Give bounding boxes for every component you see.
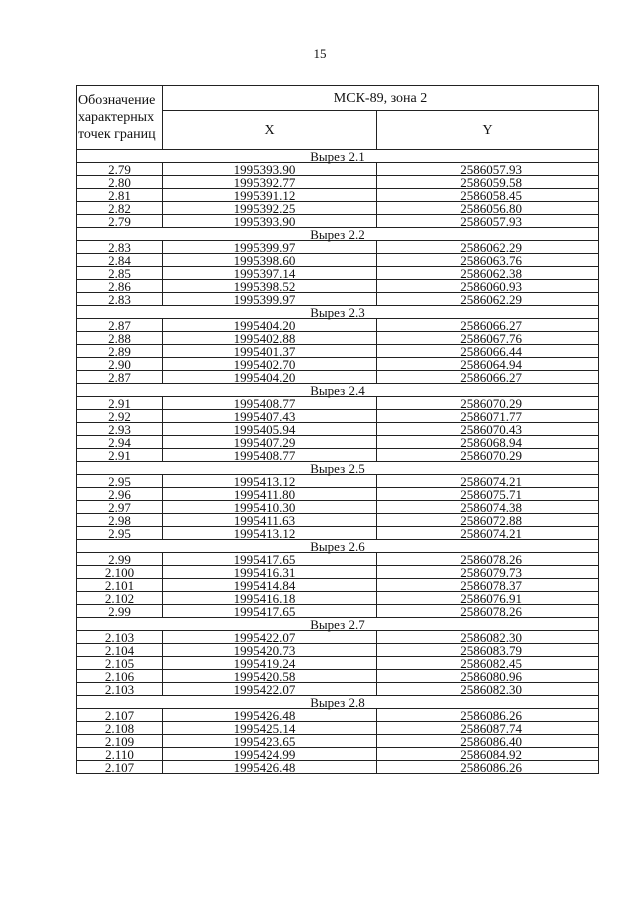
y-coordinate-cell: 2586059.58 [377, 176, 599, 189]
table-row [77, 709, 599, 722]
x-coordinate-cell: 1995413.12 [163, 527, 377, 540]
table-row [77, 670, 599, 683]
y-coordinate-cell: 2586086.40 [377, 735, 599, 748]
table-row [77, 423, 599, 436]
section-row [77, 696, 599, 709]
section-row [77, 540, 599, 553]
table-row [77, 761, 599, 774]
point-id-cell: 2.103 [77, 683, 163, 696]
x-coordinate-cell: 1995402.88 [163, 332, 377, 345]
table-row [77, 748, 599, 761]
x-coordinate-cell: 1995420.58 [163, 670, 377, 683]
point-id-cell: 2.94 [77, 436, 163, 449]
point-id-cell: 2.82 [77, 202, 163, 215]
y-coordinate-cell: 2586086.26 [377, 709, 599, 722]
table-row [77, 371, 599, 384]
section-row [77, 462, 599, 475]
table-row [77, 345, 599, 358]
y-coordinate-cell: 2586057.93 [377, 163, 599, 176]
y-coordinate-cell: 2586066.44 [377, 345, 599, 358]
point-id-cell: 2.87 [77, 319, 163, 332]
x-coordinate-cell: 1995402.70 [163, 358, 377, 371]
y-coordinate-cell: 2586082.45 [377, 657, 599, 670]
x-coordinate-cell: 1995401.37 [163, 345, 377, 358]
y-coordinate-cell: 2586062.38 [377, 267, 599, 280]
point-id-cell: 2.91 [77, 449, 163, 462]
x-coordinate-cell: 1995398.60 [163, 254, 377, 267]
table-row [77, 293, 599, 306]
x-coordinate-cell: 1995424.99 [163, 748, 377, 761]
point-id-cell: 2.83 [77, 241, 163, 254]
x-coordinate-cell: 1995411.63 [163, 514, 377, 527]
x-coordinate-cell: 1995393.90 [163, 215, 377, 228]
table-row [77, 644, 599, 657]
table-row [77, 449, 599, 462]
header-label-line-3: точек границ [78, 127, 156, 142]
x-coordinate-cell: 1995410.30 [163, 501, 377, 514]
header-label-line-1: Обозначение [78, 93, 156, 108]
y-coordinate-cell: 2586087.74 [377, 722, 599, 735]
x-coordinate-cell: 1995408.77 [163, 397, 377, 410]
table-row [77, 579, 599, 592]
table-row [77, 501, 599, 514]
section-title: Вырез 2.4 [77, 384, 599, 397]
point-id-cell: 2.84 [77, 254, 163, 267]
x-coordinate-cell: 1995411.80 [163, 488, 377, 501]
point-id-cell: 2.93 [77, 423, 163, 436]
point-id-cell: 2.88 [77, 332, 163, 345]
table-row [77, 176, 599, 189]
table-row [77, 241, 599, 254]
x-coordinate-cell: 1995426.48 [163, 709, 377, 722]
table-row [77, 488, 599, 501]
point-id-cell: 2.92 [77, 410, 163, 423]
y-coordinate-cell: 2586072.88 [377, 514, 599, 527]
x-coordinate-cell: 1995404.20 [163, 319, 377, 332]
page-number: 15 [313, 46, 327, 61]
point-id-cell: 2.103 [77, 631, 163, 644]
point-id-cell: 2.108 [77, 722, 163, 735]
table-row [77, 202, 599, 215]
y-coordinate-cell: 2586082.30 [377, 631, 599, 644]
point-id-cell: 2.107 [77, 761, 163, 774]
coordinate-system-header: МСК-89, зона 2 [163, 86, 599, 111]
table-row [77, 280, 599, 293]
y-coordinate-cell: 2586075.71 [377, 488, 599, 501]
point-id-cell: 2.109 [77, 735, 163, 748]
point-id-cell: 2.102 [77, 592, 163, 605]
section-row [77, 150, 599, 163]
x-coordinate-cell: 1995405.94 [163, 423, 377, 436]
point-id-cell: 2.91 [77, 397, 163, 410]
x-coordinate-cell: 1995391.12 [163, 189, 377, 202]
section-row [77, 306, 599, 319]
table-row [77, 566, 599, 579]
x-coordinate-cell: 1995422.07 [163, 631, 377, 644]
table-row [77, 358, 599, 371]
x-coordinate-cell: 1995408.77 [163, 449, 377, 462]
point-id-cell: 2.81 [77, 189, 163, 202]
y-coordinate-cell: 2586070.43 [377, 423, 599, 436]
x-coordinate-cell: 1995417.65 [163, 553, 377, 566]
y-coordinate-cell: 2586076.91 [377, 592, 599, 605]
x-coordinate-cell: 1995423.65 [163, 735, 377, 748]
section-title: Вырез 2.5 [77, 462, 599, 475]
table-row [77, 657, 599, 670]
point-id-cell: 2.89 [77, 345, 163, 358]
x-coordinate-cell: 1995416.18 [163, 592, 377, 605]
table-row [77, 722, 599, 735]
coordinates-table [76, 85, 599, 774]
table-row [77, 319, 599, 332]
x-coordinate-cell: 1995425.14 [163, 722, 377, 735]
y-coordinate-cell: 2586058.45 [377, 189, 599, 202]
y-coordinate-cell: 2586067.76 [377, 332, 599, 345]
y-coordinate-cell: 2586070.29 [377, 397, 599, 410]
point-id-cell: 2.96 [77, 488, 163, 501]
section-row [77, 618, 599, 631]
x-coordinate-cell: 1995392.77 [163, 176, 377, 189]
x-coordinate-cell: 1995417.65 [163, 605, 377, 618]
point-id-cell: 2.104 [77, 644, 163, 657]
x-coordinate-cell: 1995413.12 [163, 475, 377, 488]
x-coordinate-cell: 1995393.90 [163, 163, 377, 176]
x-coordinate-cell: 1995399.97 [163, 241, 377, 254]
y-coordinate-cell: 2586074.21 [377, 527, 599, 540]
table-row [77, 332, 599, 345]
section-row [77, 384, 599, 397]
point-id-cell: 2.107 [77, 709, 163, 722]
table-body [77, 150, 599, 774]
y-column-header: Y [377, 111, 599, 150]
section-title: Вырез 2.3 [77, 306, 599, 319]
y-coordinate-cell: 2586056.80 [377, 202, 599, 215]
table-row [77, 254, 599, 267]
y-coordinate-cell: 2586079.73 [377, 566, 599, 579]
x-coordinate-cell: 1995419.24 [163, 657, 377, 670]
table-row [77, 592, 599, 605]
x-coordinate-cell: 1995422.07 [163, 683, 377, 696]
table-row [77, 735, 599, 748]
point-id-cell: 2.98 [77, 514, 163, 527]
point-id-cell: 2.106 [77, 670, 163, 683]
y-coordinate-cell: 2586064.94 [377, 358, 599, 371]
table-row [77, 215, 599, 228]
x-coordinate-cell: 1995407.43 [163, 410, 377, 423]
table-row [77, 527, 599, 540]
point-id-cell: 2.99 [77, 605, 163, 618]
y-coordinate-cell: 2586080.96 [377, 670, 599, 683]
x-coordinate-cell: 1995399.97 [163, 293, 377, 306]
point-id-cell: 2.90 [77, 358, 163, 371]
x-coordinate-cell: 1995398.52 [163, 280, 377, 293]
x-coordinate-cell: 1995392.25 [163, 202, 377, 215]
y-coordinate-cell: 2586066.27 [377, 319, 599, 332]
y-coordinate-cell: 2586083.79 [377, 644, 599, 657]
y-coordinate-cell: 2586063.76 [377, 254, 599, 267]
table-header [77, 86, 599, 150]
x-coordinate-cell: 1995397.14 [163, 267, 377, 280]
y-coordinate-cell: 2586060.93 [377, 280, 599, 293]
y-coordinate-cell: 2586086.26 [377, 761, 599, 774]
x-coordinate-cell: 1995414.84 [163, 579, 377, 592]
y-coordinate-cell: 2586084.92 [377, 748, 599, 761]
x-column-header: X [163, 111, 377, 150]
point-id-cell: 2.85 [77, 267, 163, 280]
y-coordinate-cell: 2586078.37 [377, 579, 599, 592]
y-coordinate-cell: 2586057.93 [377, 215, 599, 228]
y-coordinate-cell: 2586062.29 [377, 293, 599, 306]
point-id-cell: 2.110 [77, 748, 163, 761]
y-coordinate-cell: 2586082.30 [377, 683, 599, 696]
table-row [77, 475, 599, 488]
y-coordinate-cell: 2586074.21 [377, 475, 599, 488]
section-title: Вырез 2.7 [77, 618, 599, 631]
section-title: Вырез 2.1 [77, 150, 599, 163]
point-designation-header [77, 86, 163, 150]
table-row [77, 267, 599, 280]
table-row [77, 163, 599, 176]
x-coordinate-cell: 1995407.29 [163, 436, 377, 449]
point-id-cell: 2.101 [77, 579, 163, 592]
table-row [77, 631, 599, 644]
point-id-cell: 2.99 [77, 553, 163, 566]
y-coordinate-cell: 2586078.26 [377, 553, 599, 566]
point-id-cell: 2.83 [77, 293, 163, 306]
y-coordinate-cell: 2586066.27 [377, 371, 599, 384]
point-id-cell: 2.95 [77, 475, 163, 488]
section-row [77, 228, 599, 241]
point-id-cell: 2.87 [77, 371, 163, 384]
table-row [77, 553, 599, 566]
table-row [77, 436, 599, 449]
x-coordinate-cell: 1995420.73 [163, 644, 377, 657]
y-coordinate-cell: 2586068.94 [377, 436, 599, 449]
point-id-cell: 2.95 [77, 527, 163, 540]
point-id-cell: 2.79 [77, 215, 163, 228]
y-coordinate-cell: 2586062.29 [377, 241, 599, 254]
table-row [77, 189, 599, 202]
y-coordinate-cell: 2586070.29 [377, 449, 599, 462]
y-coordinate-cell: 2586078.26 [377, 605, 599, 618]
section-title: Вырез 2.6 [77, 540, 599, 553]
header-label-line-2: характерных [78, 110, 155, 125]
table-row [77, 683, 599, 696]
point-id-cell: 2.86 [77, 280, 163, 293]
table-row [77, 410, 599, 423]
point-id-cell: 2.97 [77, 501, 163, 514]
section-title: Вырез 2.8 [77, 696, 599, 709]
table-row [77, 514, 599, 527]
table-row [77, 397, 599, 410]
x-coordinate-cell: 1995404.20 [163, 371, 377, 384]
section-title: Вырез 2.2 [77, 228, 599, 241]
y-coordinate-cell: 2586074.38 [377, 501, 599, 514]
table-row [77, 605, 599, 618]
point-id-cell: 2.80 [77, 176, 163, 189]
x-coordinate-cell: 1995416.31 [163, 566, 377, 579]
point-id-cell: 2.100 [77, 566, 163, 579]
point-id-cell: 2.105 [77, 657, 163, 670]
y-coordinate-cell: 2586071.77 [377, 410, 599, 423]
x-coordinate-cell: 1995426.48 [163, 761, 377, 774]
point-id-cell: 2.79 [77, 163, 163, 176]
